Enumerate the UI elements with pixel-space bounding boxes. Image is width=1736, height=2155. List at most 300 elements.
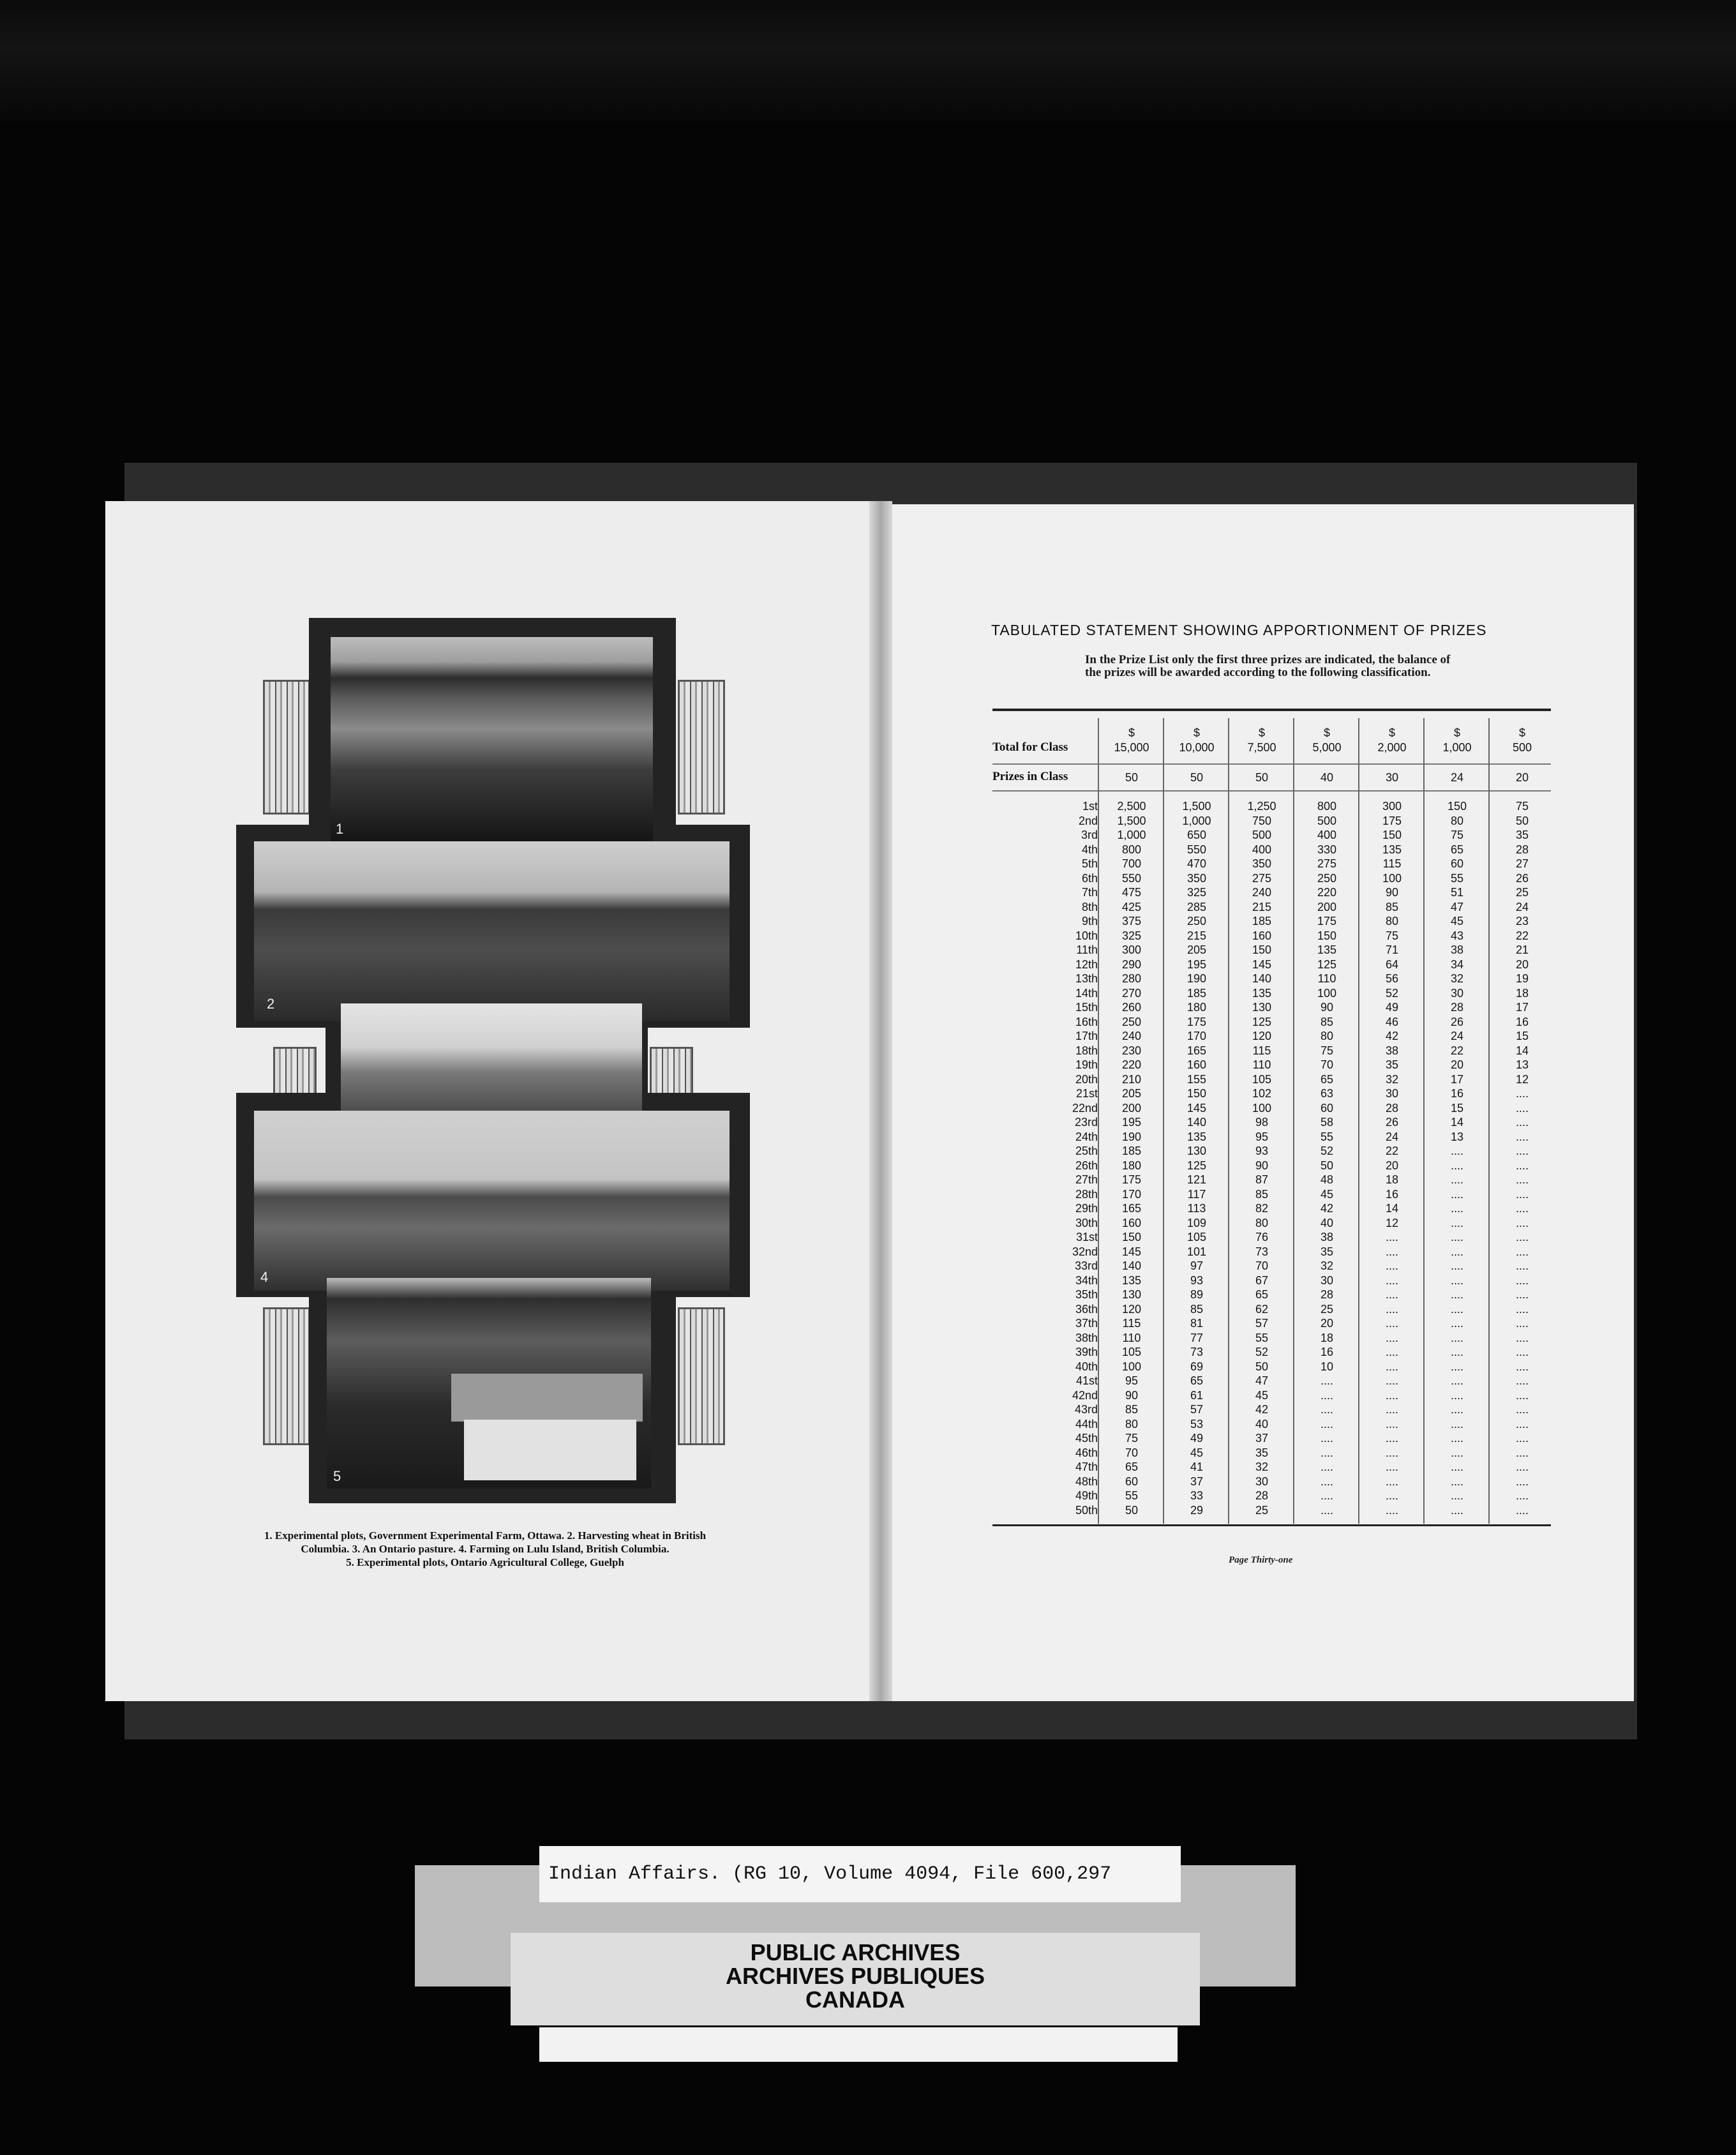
prize-value: ....: [1450, 1331, 1463, 1344]
prize-value: 16: [1450, 1087, 1464, 1100]
prize-value: 20: [1385, 1159, 1399, 1172]
prize-value: 200: [1121, 1101, 1142, 1115]
prize-value: 55: [1255, 1331, 1269, 1344]
prize-value: 135: [1121, 1273, 1142, 1287]
prize-value: 240: [1121, 1030, 1142, 1042]
prize-value: 650: [1186, 829, 1207, 841]
rank-label: 47th: [1075, 1460, 1098, 1473]
prize-value: ....: [1515, 1173, 1529, 1186]
prize-value: 24: [1450, 1030, 1464, 1042]
prize-value: ....: [1450, 1245, 1463, 1258]
prizes-count: 50: [1190, 771, 1204, 784]
prize-value: 175: [1317, 915, 1337, 927]
prize-value: 140: [1121, 1259, 1142, 1272]
prize-value: ....: [1515, 1388, 1529, 1402]
prize-value: 30: [1255, 1475, 1269, 1488]
prize-value: 93: [1255, 1145, 1269, 1157]
prize-value: 22: [1515, 929, 1529, 942]
rank-label: 50th: [1075, 1503, 1098, 1517]
prize-value: ....: [1385, 1302, 1398, 1316]
prize-value: 475: [1121, 886, 1142, 899]
prize-value: 62: [1255, 1302, 1269, 1316]
prize-value: ....: [1450, 1145, 1463, 1157]
prize-value: 81: [1190, 1317, 1204, 1330]
table-intro: In the Prize List only the first three prizes are indicated, the balance of the prizes will be awarded according to the following classification.: [1085, 653, 1451, 679]
prize-value: 80: [1320, 1030, 1334, 1042]
prize-value: 80: [1450, 814, 1464, 827]
prize-value: 42: [1385, 1030, 1399, 1042]
rank-label: 24th: [1075, 1130, 1098, 1143]
prize-value: ....: [1385, 1259, 1398, 1272]
prize-value: 32: [1320, 1259, 1334, 1272]
prize-value: 16: [1515, 1015, 1529, 1028]
prize-value: ....: [1385, 1360, 1398, 1373]
header-divider: [992, 763, 1551, 765]
prize-value: 110: [1122, 1331, 1141, 1344]
prize-value: ....: [1450, 1273, 1463, 1287]
dollar-sign: $: [1128, 726, 1135, 739]
prize-value: 150: [1317, 929, 1337, 942]
prize-value: 215: [1252, 900, 1272, 913]
column-total-header: [1294, 726, 1359, 755]
prizes-count: 50: [1125, 771, 1139, 784]
prize-value: 87: [1255, 1173, 1269, 1186]
rank-label: 46th: [1075, 1446, 1098, 1459]
prize-value: ....: [1450, 1446, 1463, 1459]
prize-value: 300: [1121, 943, 1142, 956]
prize-value: ....: [1385, 1374, 1398, 1387]
prize-value: 50: [1125, 1503, 1139, 1517]
prize-value: ....: [1385, 1432, 1398, 1445]
prize-value: 150: [1382, 829, 1402, 841]
rank-label: 30th: [1075, 1216, 1098, 1229]
prize-value: 14: [1385, 1202, 1399, 1215]
dollar-sign: $: [1518, 726, 1525, 739]
prize-value: ....: [1385, 1331, 1398, 1344]
prize-value: ....: [1320, 1503, 1333, 1517]
prize-value: 13: [1450, 1130, 1464, 1143]
class-total: 5,000: [1312, 740, 1342, 754]
rank-label: 4th: [1081, 843, 1098, 856]
prize-value: ....: [1515, 1446, 1529, 1459]
prize-value: 17: [1450, 1072, 1464, 1086]
prize-value: 65: [1190, 1374, 1204, 1387]
prize-value: ....: [1515, 1475, 1529, 1488]
prizes-count: 40: [1320, 771, 1334, 784]
prize-value: ....: [1450, 1159, 1463, 1172]
prize-value: 15: [1515, 1030, 1529, 1042]
prize-value: 25: [1515, 886, 1529, 899]
prize-value: 28: [1515, 843, 1529, 856]
prize-value: 180: [1186, 1001, 1207, 1014]
prize-value-column: [1425, 799, 1490, 1517]
rank-label: 22nd: [1072, 1101, 1098, 1115]
dollar-sign: $: [1388, 726, 1395, 739]
prize-value: ....: [1515, 1273, 1529, 1287]
prize-value: 50: [1320, 1159, 1334, 1172]
photo-number: 4: [260, 1269, 269, 1285]
stamp-line: CANADA: [805, 1986, 905, 2013]
stamp-line: ARCHIVES PUBLIQUES: [725, 1963, 985, 1989]
prize-value: ....: [1515, 1489, 1529, 1502]
column-total-header: [1359, 726, 1425, 755]
prize-value: 18: [1385, 1173, 1399, 1186]
prize-value: 185: [1252, 915, 1272, 927]
dollar-sign: $: [1453, 726, 1460, 739]
prize-value: ....: [1450, 1202, 1463, 1215]
prize-value: 57: [1255, 1317, 1269, 1330]
rank-label: 1st: [1082, 800, 1098, 813]
prize-value: 29: [1190, 1503, 1204, 1517]
prize-value: 1,500: [1117, 814, 1146, 827]
prize-value: 125: [1317, 957, 1337, 971]
prize-value: 170: [1186, 1030, 1207, 1042]
dollar-sign: $: [1193, 726, 1200, 739]
prize-value: 10: [1320, 1360, 1334, 1373]
prize-value: ....: [1320, 1446, 1333, 1459]
rank-label: 44th: [1075, 1417, 1098, 1430]
prize-value: 190: [1121, 1130, 1142, 1143]
prize-value: ....: [1450, 1302, 1463, 1316]
prize-value: 100: [1317, 986, 1337, 1000]
class-total: 1,000: [1442, 740, 1472, 754]
rank-label: 11th: [1076, 943, 1098, 956]
prize-value: 19: [1515, 972, 1529, 985]
photo-caption: [204, 1529, 766, 1569]
prize-value: 14: [1515, 1044, 1529, 1057]
prize-value: 150: [1186, 1087, 1207, 1100]
prize-value: 80: [1255, 1216, 1269, 1229]
prize-value: 85: [1385, 900, 1399, 913]
prize-value: 52: [1255, 1346, 1269, 1358]
prize-value: 21: [1515, 943, 1529, 956]
prize-value: ....: [1515, 1460, 1529, 1473]
prize-value: 70: [1125, 1446, 1139, 1459]
prize-value: 75: [1450, 829, 1464, 841]
prize-value: ....: [1515, 1245, 1529, 1258]
prize-value: 41: [1190, 1460, 1204, 1473]
prize-value: 1,500: [1182, 800, 1211, 813]
class-total: 15,000: [1114, 740, 1149, 754]
prize-value: ....: [1515, 1259, 1529, 1272]
prize-value: 145: [1121, 1245, 1142, 1258]
prize-value: 45: [1190, 1446, 1204, 1459]
prize-value: 47: [1450, 900, 1464, 913]
prize-value: 800: [1121, 843, 1142, 856]
prize-value: 550: [1121, 871, 1142, 885]
prize-value: 30: [1450, 986, 1464, 1000]
prize-value: 195: [1121, 1116, 1142, 1129]
prize-value: ....: [1515, 1331, 1529, 1344]
prize-value: ....: [1515, 1202, 1529, 1215]
prize-value: 325: [1186, 886, 1207, 899]
class-total: 2,000: [1377, 740, 1407, 754]
prize-value-column: [1099, 799, 1164, 1517]
prize-value: 115: [1382, 857, 1402, 870]
prize-value-column: [1490, 799, 1555, 1517]
rank-label: 7th: [1081, 886, 1098, 899]
rank-label: 5th: [1081, 857, 1098, 870]
prize-value: 250: [1186, 915, 1207, 927]
prize-value: 205: [1121, 1087, 1142, 1100]
prize-value: 73: [1190, 1346, 1204, 1358]
prize-value: 750: [1252, 814, 1272, 827]
prize-value: 61: [1190, 1388, 1204, 1402]
prize-value: ....: [1515, 1503, 1529, 1517]
prize-value: 70: [1320, 1058, 1334, 1071]
prize-value: 85: [1125, 1403, 1139, 1416]
prize-value: ....: [1515, 1116, 1529, 1129]
prize-value: 14: [1450, 1116, 1464, 1129]
prize-value: 28: [1450, 1001, 1464, 1014]
prize-value: ....: [1515, 1317, 1529, 1330]
prize-value: ....: [1450, 1216, 1463, 1229]
prize-value: ....: [1385, 1403, 1398, 1416]
prize-value: 190: [1186, 972, 1207, 985]
prize-value: 80: [1125, 1417, 1139, 1430]
prize-value: 195: [1186, 957, 1207, 971]
prize-value: ....: [1450, 1403, 1463, 1416]
rank-label: 43rd: [1074, 1403, 1098, 1416]
prize-value: 135: [1252, 986, 1272, 1000]
prize-value: 20: [1515, 957, 1529, 971]
prize-value: ....: [1515, 1403, 1529, 1416]
prize-value: 25: [1320, 1302, 1334, 1316]
rank-label: 17th: [1075, 1030, 1098, 1042]
prize-value: 97: [1190, 1259, 1204, 1272]
total-for-class-label: Total for Class: [992, 740, 1068, 754]
building-wall: [464, 1420, 636, 1480]
prize-value: 65: [1320, 1072, 1334, 1086]
prize-value: 120: [1252, 1030, 1272, 1042]
prize-value: ....: [1515, 1288, 1529, 1301]
prize-value: ....: [1450, 1489, 1463, 1502]
prize-value: 55: [1320, 1130, 1334, 1143]
prize-value: 145: [1252, 957, 1272, 971]
prize-value: 120: [1121, 1302, 1142, 1316]
table-title: TABULATED STATEMENT SHOWING APPORTIONMENT OF PRIZES: [991, 622, 1487, 638]
prize-value: ....: [1515, 1374, 1529, 1387]
prize-value: ....: [1515, 1187, 1529, 1201]
prize-value: 69: [1190, 1360, 1204, 1373]
page-number: Page Thirty-one: [1229, 1555, 1293, 1565]
rank-label: 20th: [1075, 1072, 1098, 1086]
prize-value: 20: [1320, 1317, 1334, 1330]
prize-value: 85: [1190, 1302, 1204, 1316]
prize-value: ....: [1450, 1475, 1463, 1488]
prize-value: 170: [1121, 1187, 1142, 1201]
rank-label: 34th: [1075, 1273, 1098, 1287]
prize-value: 22: [1385, 1145, 1399, 1157]
prize-value: ....: [1385, 1475, 1398, 1488]
prize-value: 550: [1186, 843, 1207, 856]
prize-value: ....: [1515, 1432, 1529, 1445]
prize-value: 65: [1125, 1460, 1139, 1473]
prize-value: 60: [1125, 1475, 1139, 1488]
rank-label: 27th: [1075, 1173, 1098, 1186]
column-total-header: [1490, 726, 1555, 755]
prize-value: 17: [1515, 1001, 1529, 1014]
photo-lulu-island: [254, 1111, 730, 1291]
rank-label: 8th: [1081, 900, 1098, 913]
prize-value: 100: [1252, 1101, 1272, 1115]
prize-value: 75: [1125, 1432, 1139, 1445]
prize-value: 23: [1515, 915, 1529, 927]
rank-label: 40th: [1075, 1360, 1098, 1373]
prize-value: 55: [1125, 1489, 1139, 1502]
prize-value: 90: [1385, 886, 1399, 899]
prize-value: ....: [1385, 1388, 1398, 1402]
prize-value: 27: [1515, 857, 1529, 870]
prize-value: 150: [1447, 800, 1467, 813]
prize-value: 28: [1385, 1101, 1399, 1115]
prize-value: ....: [1320, 1388, 1333, 1402]
prize-value: ....: [1320, 1475, 1333, 1488]
prize-value: 275: [1252, 871, 1272, 885]
prize-value: 34: [1450, 957, 1464, 971]
prize-value: 98: [1255, 1116, 1269, 1129]
prize-value: 26: [1450, 1015, 1464, 1028]
prize-value: 35: [1255, 1446, 1269, 1459]
rank-label: 14th: [1075, 986, 1098, 1000]
decorative-panel: [263, 680, 310, 815]
prize-value: 230: [1121, 1044, 1142, 1057]
prize-value: ....: [1515, 1145, 1529, 1157]
prize-value: 135: [1186, 1130, 1207, 1143]
dollar-sign: $: [1258, 726, 1265, 739]
prize-value: 285: [1186, 900, 1207, 913]
prize-value: 82: [1255, 1202, 1269, 1215]
prize-value: 70: [1255, 1259, 1269, 1272]
rank-label: 41st: [1075, 1374, 1098, 1387]
prize-value: 160: [1186, 1058, 1207, 1071]
header-rule: [992, 709, 1551, 711]
prize-value: 102: [1252, 1087, 1272, 1100]
prize-value: 16: [1320, 1346, 1334, 1358]
prize-value: 115: [1122, 1317, 1141, 1330]
prize-value: 37: [1255, 1432, 1269, 1445]
rank-label: 16th: [1075, 1015, 1098, 1028]
rank-column: [1066, 799, 1098, 1517]
rank-label: 6th: [1081, 871, 1098, 885]
caption-line: Columbia. 3. An Ontario pasture. 4. Farming on Lulu Island, British Columbia.: [301, 1543, 670, 1555]
prize-value: ....: [1320, 1432, 1333, 1445]
prize-value: 60: [1450, 857, 1464, 870]
prize-value: 40: [1320, 1216, 1334, 1229]
prize-value: ....: [1385, 1231, 1398, 1243]
prize-value: 275: [1317, 857, 1337, 870]
prize-value: 33: [1190, 1489, 1204, 1502]
prize-value: 250: [1317, 871, 1337, 885]
archive-reference-text: Indian Affairs. (RG 10, Volume 4094, File 600,297: [548, 1863, 1112, 1885]
prize-value: 215: [1186, 929, 1207, 942]
prize-value: ....: [1385, 1446, 1398, 1459]
prize-value: 250: [1121, 1015, 1142, 1028]
prize-value: ....: [1385, 1288, 1398, 1301]
prize-value: 105: [1186, 1231, 1207, 1243]
prize-value: 330: [1317, 843, 1337, 856]
prize-value: 43: [1450, 929, 1464, 942]
archive-reference-label: [539, 1846, 1181, 1902]
rank-label: 42nd: [1072, 1388, 1098, 1402]
prize-value: 35: [1385, 1058, 1399, 1071]
prize-value: 64: [1385, 957, 1399, 971]
photo-harvesting-wheat: [254, 841, 730, 1021]
prize-value: 220: [1121, 1058, 1142, 1071]
prize-value: 325: [1121, 929, 1142, 942]
prizes-count: 30: [1385, 771, 1399, 784]
prize-value: 55: [1450, 871, 1464, 885]
rank-label: 38th: [1075, 1331, 1098, 1344]
prize-value: 85: [1255, 1187, 1269, 1201]
prize-value: 12: [1515, 1072, 1529, 1086]
prize-value: 37: [1190, 1475, 1204, 1488]
prize-value: 49: [1190, 1432, 1204, 1445]
prize-value: 65: [1255, 1288, 1269, 1301]
prize-value: 185: [1121, 1145, 1142, 1157]
prize-value: 470: [1186, 857, 1207, 870]
prize-value: 105: [1121, 1346, 1142, 1358]
prize-value: ....: [1385, 1503, 1398, 1517]
bottom-rule: [992, 1524, 1551, 1526]
archive-strip-lower: [539, 2027, 1178, 2062]
rank-label: 26th: [1075, 1159, 1098, 1172]
prize-value: 58: [1320, 1116, 1334, 1129]
prize-value: 350: [1252, 857, 1272, 870]
prize-value: 210: [1121, 1072, 1142, 1086]
prize-value: 140: [1186, 1116, 1207, 1129]
prize-value: 76: [1255, 1231, 1269, 1243]
prize-value: 180: [1121, 1159, 1142, 1172]
prize-value: 1,000: [1182, 814, 1211, 827]
prize-value: 56: [1385, 972, 1399, 985]
rank-label: 45th: [1075, 1432, 1098, 1445]
prize-value: 350: [1186, 871, 1207, 885]
prize-value-column: [1229, 799, 1294, 1517]
prize-value: 90: [1255, 1159, 1269, 1172]
dollar-sign: $: [1323, 726, 1330, 739]
rank-label: 21st: [1075, 1087, 1098, 1100]
prize-value: 90: [1320, 1001, 1334, 1014]
prize-value: 2,500: [1117, 800, 1146, 813]
prize-value: ....: [1515, 1216, 1529, 1229]
prize-value: 375: [1121, 915, 1142, 927]
prize-value: ....: [1385, 1273, 1398, 1287]
prize-value: 52: [1320, 1145, 1334, 1157]
prize-value: 125: [1252, 1015, 1272, 1028]
class-total: 10,000: [1179, 740, 1215, 754]
rank-label: 25th: [1075, 1145, 1098, 1157]
rank-label: 12th: [1075, 957, 1098, 971]
prize-value: ....: [1515, 1159, 1529, 1172]
decorative-panel: [678, 680, 725, 815]
book-gutter: [869, 501, 892, 1701]
prize-value: ....: [1450, 1231, 1463, 1243]
prize-value: 35: [1320, 1245, 1334, 1258]
rank-label: 3rd: [1081, 829, 1098, 841]
prize-value: 185: [1186, 986, 1207, 1000]
prize-value-column: [1359, 799, 1425, 1517]
prize-value: 700: [1121, 857, 1142, 870]
prize-value: 125: [1186, 1159, 1207, 1172]
prize-value: 150: [1252, 943, 1272, 956]
photo-number: 1: [336, 821, 344, 837]
photo-experimental-plots-ottawa: [331, 637, 653, 841]
prize-value-column: [1164, 799, 1229, 1517]
prize-value: 32: [1450, 972, 1464, 985]
prize-value: 121: [1186, 1173, 1207, 1186]
prize-value: 46: [1385, 1015, 1399, 1028]
